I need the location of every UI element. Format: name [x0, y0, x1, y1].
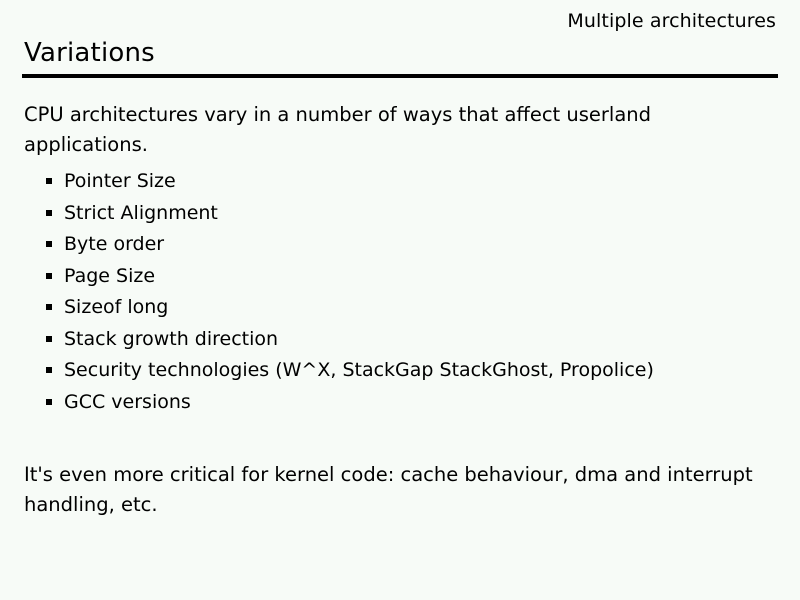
list-item [46, 261, 776, 293]
square-bullet-icon [46, 367, 52, 373]
list-item [46, 292, 776, 324]
list-item-label: Pointer Size [64, 170, 176, 192]
bullet-list [24, 166, 776, 418]
square-bullet-icon [46, 399, 52, 405]
slide-header [0, 0, 800, 78]
square-bullet-icon [46, 273, 52, 279]
square-bullet-icon [46, 304, 52, 310]
square-bullet-icon [46, 210, 52, 216]
list-item-label: Sizeof long [64, 296, 169, 318]
list-item [46, 324, 776, 356]
slide-subtitle: Multiple architectures [567, 10, 776, 32]
list-item-label: Strict Alignment [64, 201, 218, 224]
intro-paragraph: CPU architectures vary in a number of ways that affect userland applications. [24, 103, 652, 156]
list-item-label: Page Size [64, 264, 156, 287]
square-bullet-icon [46, 178, 52, 184]
header-divider [22, 74, 778, 78]
list-item [46, 166, 776, 198]
list-item-label: Byte order [64, 233, 165, 255]
list-item-label: Security technologies (W^X, StackGap StackGhost, Propolice) [64, 359, 654, 381]
square-bullet-icon [46, 336, 52, 342]
list-item [46, 355, 776, 387]
slide-body [0, 100, 800, 520]
page-title: Variations [24, 38, 155, 68]
list-item [46, 387, 776, 419]
closing-paragraph: It's even more critical for kernel code: cache behaviour, dma and interrupt handling, etc. [24, 463, 753, 516]
list-item-label: Stack growth direction [64, 327, 279, 350]
square-bullet-icon [46, 241, 52, 247]
list-item [46, 198, 776, 230]
list-item [46, 229, 776, 261]
list-item-label: GCC versions [64, 390, 191, 413]
